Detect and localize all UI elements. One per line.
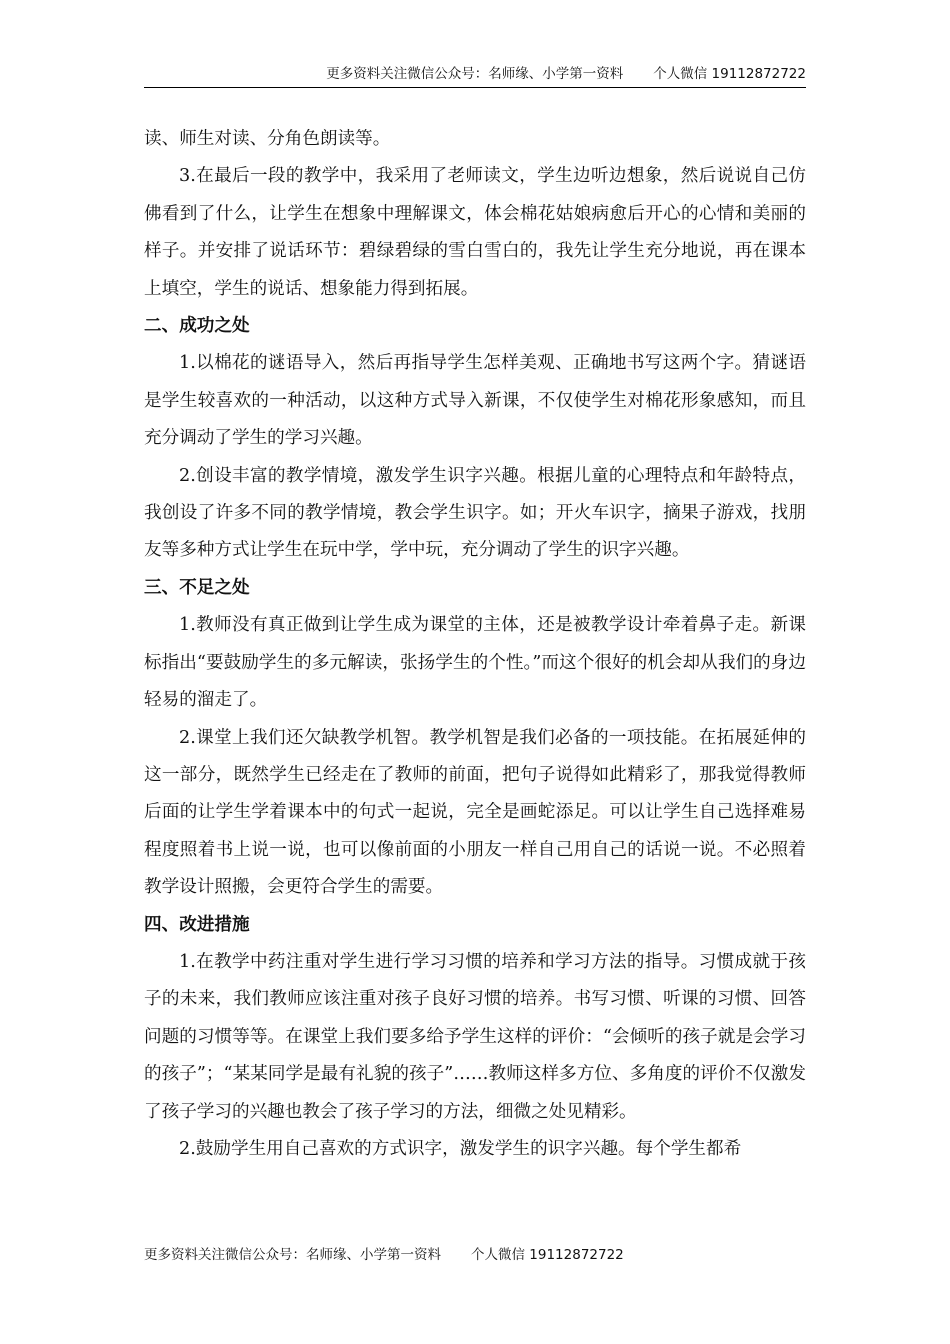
paragraph-shortcomings-1: 1.教师没有真正做到让学生成为课堂的主体，还是被教学设计牵着鼻子走。新课标指出“要鼓励学生的多元解读，张扬学生的个性。”而这个很好的机会却从我们的身边轻易的溜走了。 xyxy=(144,615,806,711)
page-footer xyxy=(144,1245,624,1265)
section-heading-success: 二、成功之处 xyxy=(144,316,250,337)
paragraph-success-1: 1.以棉花的谜语导入，然后再指导学生怎样美观、正确地书写这两个字。猜谜语是学生较喜欢的一种活动，以这种方式导入新课，不仅使学生对棉花形象感知，而且充分调动了学生的学习兴趣。 xyxy=(144,353,806,449)
document-body xyxy=(144,121,806,1168)
header-left-text: 更多资料关注微信公众号：名师缘、小学第一资料 xyxy=(326,66,624,82)
paragraph-success-2: 2.创设丰富的教学情境，激发学生识字兴趣。根据儿童的心理特点和年龄特点，我创设了许多不同的教学情境，教会学生识字。如；开火车识字，摘果子游戏，找朋友等多种方式让学生在玩中学，学中玩，充分调动了学生的识字兴趣。 xyxy=(144,465,806,561)
section-heading-improvements: 四、改进措施 xyxy=(144,914,250,935)
paragraph-improvements-1: 1.在教学中药注重对学生进行学习习惯的培养和学习方法的指导。习惯成就于孩子的未来，我们教师应该注重对孩子良好习惯的培养。书写习惯、听课的习惯、回答问题的习惯等等。在课堂上我们要多给予学生这样的评价：“会倾听的孩子就是会学习的孩子”；“某某同学是最有礼貌的孩子”……教师这样多方位、多角度的评价不仅激发了孩子学习的兴趣也教会了孩子学习的方法，细微之处见精彩。 xyxy=(144,951,806,1122)
header-right-text: 个人微信 19112872722 xyxy=(653,66,806,82)
paragraph-improvements-2: 2.鼓励学生用自己喜欢的方式识字，激发学生的识字兴趣。每个学生都希 xyxy=(179,1138,742,1159)
paragraph-continued: 读、师生对读、分角色朗读等。 xyxy=(144,129,391,149)
paragraph-item-3: 3.在最后一段的教学中，我采用了老师读文，学生边听边想象，然后说说自己仿佛看到了什么，让学生在想象中理解课文，体会棉花姑娘病愈后开心的心情和美丽的样子。并安排了说话环节：碧绿碧绿的雪白雪白的，我先让学生充分地说，再在课本上填空，学生的说话、想象能力得到拓展。 xyxy=(144,166,806,299)
footer-left-text: 更多资料关注微信公众号：名师缘、小学第一资料 xyxy=(144,1247,441,1263)
page-header xyxy=(144,64,806,88)
section-heading-shortcomings: 三、不足之处 xyxy=(144,577,250,598)
footer-right-text: 个人微信 19112872722 xyxy=(471,1247,624,1263)
paragraph-shortcomings-2: 2.课堂上我们还欠缺教学机智。教学机智是我们必备的一项技能。在拓展延伸的这一部分，既然学生已经走在了教师的前面，把句子说得如此精彩了，那我觉得教师后面的让学生学着课本中的句式一起说，完全是画蛇添足。可以让学生自己选择难易程度照着书上说一说，也可以像前面的小朋友一样自己用自己的话说一说。不必照着教学设计照搬，会更符合学生的需要。 xyxy=(144,727,806,898)
